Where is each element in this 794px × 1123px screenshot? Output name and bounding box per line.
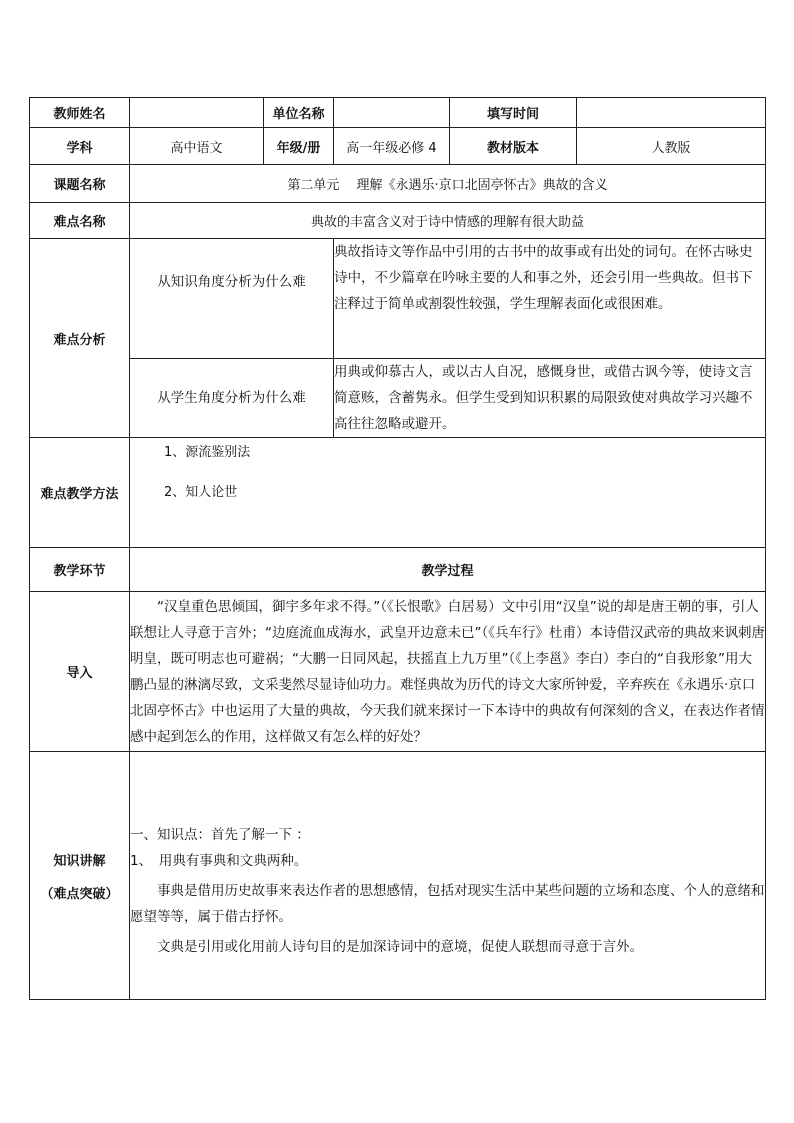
table-row — [30, 239, 766, 359]
table-row — [30, 438, 766, 548]
knowledge-label-main: 知识讲解 — [53, 853, 106, 869]
table-row — [30, 128, 766, 165]
knowledge-angle-label: 从知识角度分析为什么难 — [130, 239, 334, 359]
list-item: 1、源流鉴别法 — [164, 445, 251, 460]
intro-text: “汉皇重色思倾国，御宇多年求不得。”（《长恨歌》白居易）文中引用“汉皇”说的却是唐王朝的事，引人联想让人寻意于言外；“边庭流血成海水，武皇开边意未已”（《兵车行》杜甫）本诗借汉武帝的典故来讽刺唐明皇，既可明志也可避祸；“大鹏一日同风起，扶摇直上九万里”（《上李邕》李白）李白的“自我形象”用大鹏凸显的淋漓尽致，文采斐然尽显诗仙功力。难怪典故为历代的诗文大家所钟爱，辛弃疾在《永遇乐·京口北固亭怀古》中也运用了大量的典故，今天我们就来探讨一下本诗中的典故有何深刻的含义，在表达作者情感中起到怎么的作用，这样做又有怎么样的好处？ — [130, 592, 766, 752]
knowledge-label-sub: （难点突破） — [40, 886, 119, 902]
grade-value: 高一年级必修 4 — [334, 128, 450, 165]
process-stage-label: 教学环节 — [30, 548, 130, 592]
subject-label: 学科 — [30, 128, 130, 165]
methods-label: 难点教学方法 — [30, 438, 130, 548]
knowledge-item-1: 1、 用典有事典和文典两种。 — [130, 853, 308, 869]
table-row — [30, 203, 766, 239]
teacher-name-value — [130, 98, 264, 128]
knowledge-section-label — [30, 752, 130, 1000]
edition-label: 教材版本 — [450, 128, 577, 165]
knowledge-paragraph-2: 文典是引用或化用前人诗句目的是加深诗词中的意境，促使人联想而寻意于言外。 — [157, 939, 643, 955]
analysis-label: 难点分析 — [30, 239, 130, 438]
difficulty-label: 难点名称 — [30, 203, 130, 239]
student-angle-text: 用典或仰慕古人，或以古人自况，感慨身世，或借古讽今等，使诗文言简意赅，含蓄隽永。但学生受到知识积累的局限致使对典故学习兴趣不高往往忽略或避开。 — [334, 359, 766, 438]
fill-time-value — [577, 98, 766, 128]
process-header: 教学过程 — [130, 548, 766, 592]
methods-list — [130, 438, 766, 548]
table-row — [30, 98, 766, 128]
table-row — [30, 359, 766, 438]
knowledge-heading: 一、知识点：首先了解一下 ： — [130, 827, 310, 843]
lesson-plan-table — [29, 97, 766, 1000]
teacher-name-label: 教师姓名 — [30, 98, 130, 128]
fill-time-label: 填写时间 — [450, 98, 577, 128]
table-row — [30, 592, 766, 752]
table-row — [30, 752, 766, 1000]
edition-value: 人教版 — [577, 128, 766, 165]
subject-value: 高中语文 — [130, 128, 264, 165]
list-item: 2、知人论世 — [164, 485, 238, 500]
topic-value: 第二单元 理解《永遇乐·京口北固亭怀古》典故的含义 — [130, 165, 766, 203]
table-row — [30, 165, 766, 203]
grade-label: 年级/册 — [264, 128, 334, 165]
unit-name-label: 单位名称 — [264, 98, 334, 128]
student-angle-label: 从学生角度分析为什么难 — [130, 359, 334, 438]
unit-name-value — [334, 98, 450, 128]
difficulty-value: 典故的丰富含义对于诗中情感的理解有很大助益 — [130, 203, 766, 239]
knowledge-paragraph-1: 事典是借用历史故事来表达作者的思想感情，包括对现实生活中某些问题的立场和态度、个人的意绪和愿望等等，属于借古抒怀。 — [130, 883, 765, 925]
intro-label: 导入 — [30, 592, 130, 752]
topic-label: 课题名称 — [30, 165, 130, 203]
knowledge-angle-text: 典故指诗文等作品中引用的古书中的故事或有出处的词句。在怀古咏史诗中，不少篇章在吟咏主要的人和事之外，还会引用一些典故。但书下注释过于简单或割裂性较强，学生理解表面化或很困难。 — [334, 239, 766, 359]
table-row — [30, 548, 766, 592]
knowledge-content — [130, 752, 766, 1000]
